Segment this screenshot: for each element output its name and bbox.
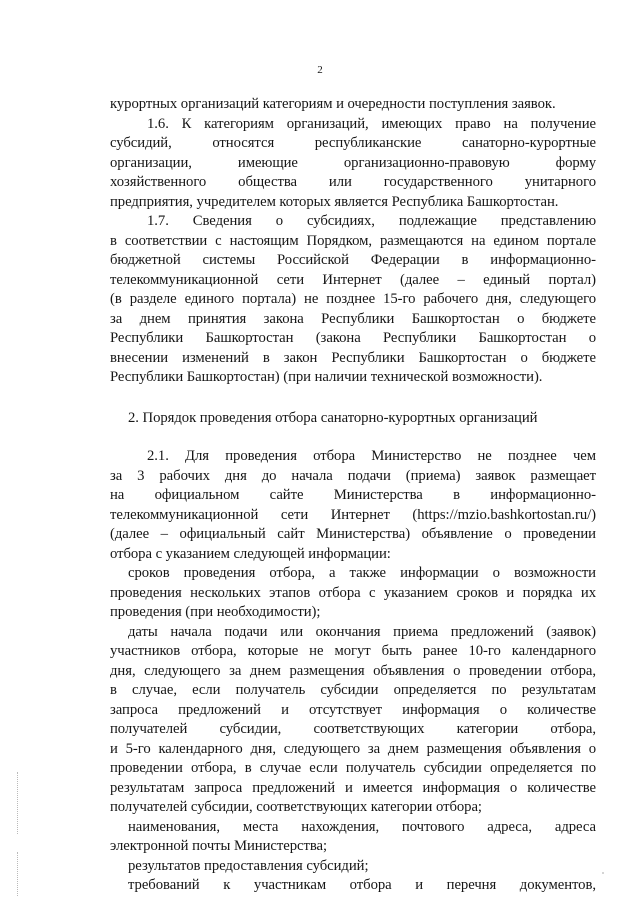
text-line: (в разделе единого портала) не позднее 15-го рабочего дня, следующего [110, 291, 596, 307]
text-line: в случае, если получатель субсидии определяется по результатам [110, 682, 596, 698]
text-line: Республики Башкортостан) (при наличии технической возможности). [110, 369, 543, 385]
text-line: субсидий, относятся республиканские санаторно-курортные [110, 135, 596, 151]
text-line: на официальном сайте Министерства в информационно- [110, 487, 596, 503]
list-item-first-line: даты начала подачи или окончания приема предложений (заявок) [128, 623, 596, 640]
text-line: дня, следующего за днем размещения объявления о проведении отбора, [110, 662, 596, 679]
text-line: за днем принятия закона Республики Башкортостан о бюджете [110, 310, 596, 327]
text-line: получателей субсидии, соответствующих категории отбора; [110, 799, 482, 815]
text-line: участников отбора, которые не могут быть ранее 10-го календарного [110, 643, 596, 659]
text-line: в соответствии с настоящим Порядком, размещаются на едином портале [110, 232, 596, 249]
list-item-first-line: требований к участникам отбора и перечня документов, [128, 877, 596, 893]
paragraph-1-6-first-line: 1.6. К категориям организаций, имеющих право на получение [147, 115, 596, 132]
scan-speck [602, 872, 604, 874]
text-line: отбора с указанием следующей информации: [110, 545, 391, 562]
text-line: Республики Башкортостан (закона Республики Башкортостан о [110, 330, 596, 346]
text-line: результатам запроса предложений и имеется информация о количестве [110, 779, 596, 796]
paragraph-1-7-first-line: 1.7. Сведения о субсидиях, подлежащие представлению [147, 213, 596, 229]
text-line: запроса предложений и отсутствует информация о количестве [110, 701, 596, 718]
text-line: бюджетной системы Российской Федерации в информационно- [110, 252, 596, 268]
text-line: внесении изменений в закон Республики Башкортостан о бюджете [110, 349, 596, 366]
scan-margin-mark [17, 852, 20, 896]
paragraph-2-1-first-line: 2.1. Для проведения отбора Министерство не позднее чем [147, 448, 596, 464]
list-item-first-line: сроков проведения отбора, а также информации о возможности [128, 565, 596, 581]
text-line: проведении отбора, в случае если получатель субсидии определяется по [110, 760, 596, 776]
text-line: хозяйственного общества или государственного унитарного [110, 174, 596, 190]
text-line: и 5-го календарного дня, следующего за днем размещения объявления о [110, 740, 596, 757]
text-line: получателей субсидии, соответствующих категории отбора, [110, 721, 596, 737]
scan-margin-mark [17, 772, 20, 834]
text-line: телекоммуникационной сети Интернет (https://mzio.bashkortostan.ru/) [110, 506, 596, 523]
page-number: 2 [317, 64, 323, 76]
text-line: (далее – официальный сайт Министерства) объявление о проведении [110, 526, 596, 542]
text-line: организации, имеющие организационно-правовую форму [110, 154, 596, 171]
text-line: проведения (при необходимости); [110, 604, 321, 620]
text-line: телекоммуникационной сети Интернет (далее – единый портал) [110, 271, 596, 288]
section-heading: 2. Порядок проведения отбора санаторно-курортных организаций [128, 409, 538, 426]
text-line: электронной почты Министерства; [110, 838, 328, 854]
text-line: за 3 рабочих дня до начала подачи (приема) заявок размещает [110, 467, 596, 484]
document-body [110, 95, 596, 896]
text-line: предприятия, учредителем которых является Республика Башкортостан. [110, 193, 559, 210]
list-item-first-line: результатов предоставления субсидий; [128, 857, 369, 874]
text-line: проведения нескольких этапов отбора с указанием сроков и порядка их [110, 584, 596, 601]
list-item-first-line: наименования, места нахождения, почтового адреса, адреса [128, 818, 596, 835]
text-line: курортных организаций категориям и очередности поступления заявок. [110, 96, 556, 112]
